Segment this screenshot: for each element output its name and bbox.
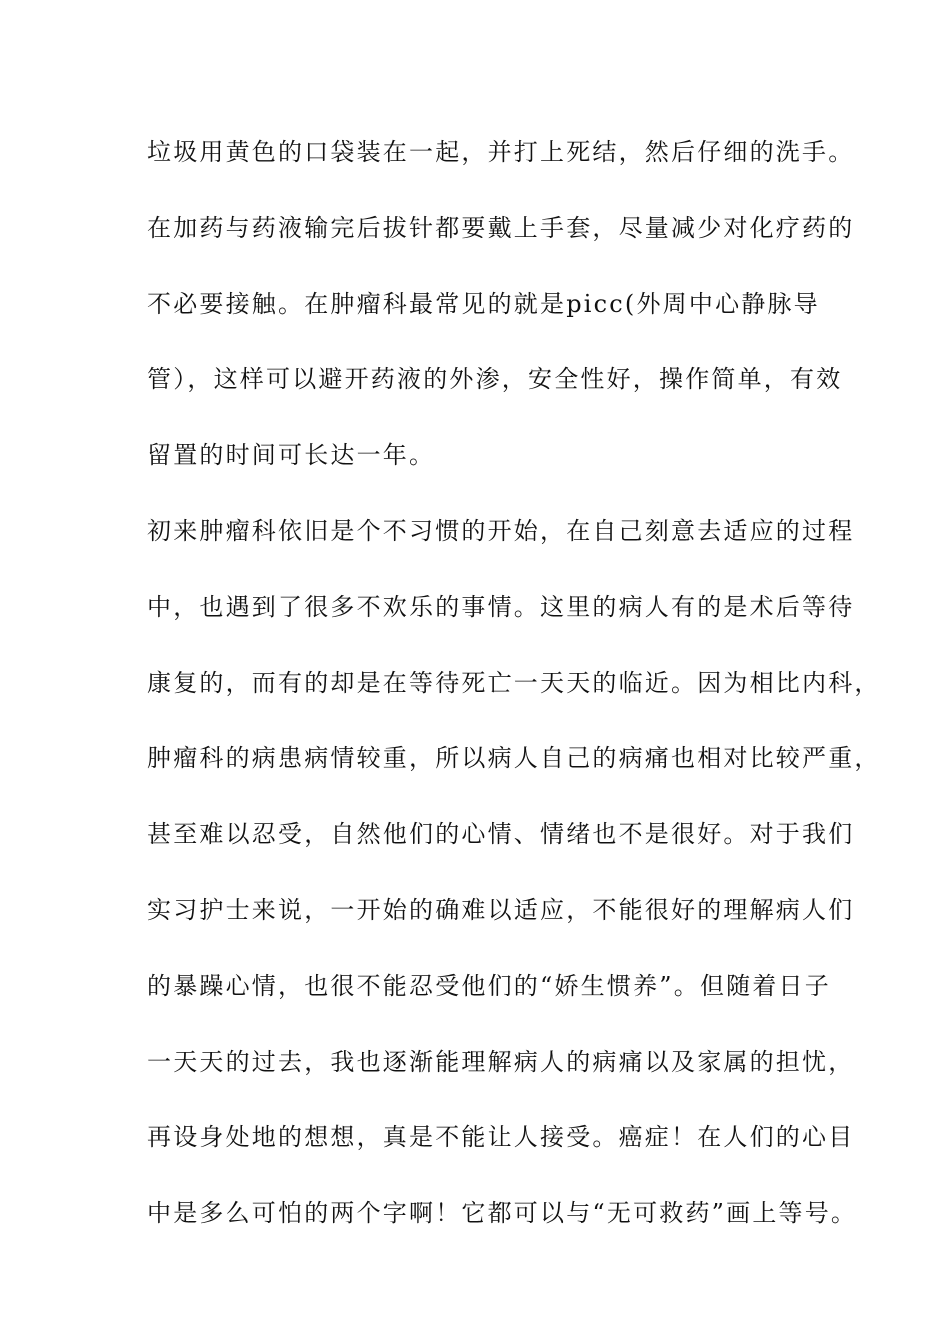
text-line: 康复的，而有的却是在等待死亡一天天的临近。因为相比内科， [147,668,881,697]
text-line: 肿瘤科的病患病情较重，所以病人自己的病痛也相对比较严重， [147,744,881,773]
text-line: 管），这样可以避开药液的外渗，安全性好，操作简单，有效 [147,365,843,394]
text-line: 的暴躁心情，也很不能忍受他们的“娇生惯养”。但随着日子 [147,971,831,1000]
text-line: 中，也遇到了很多不欢乐的事情。这里的病人有的是术后等待 [147,592,855,621]
text-line: 在加药与药液输完后拔针都要戴上手套，尽量减少对化疗药的 [147,213,855,242]
text-line: 再设身处地的想想，真是不能让人接受。癌症！在人们的心目 [147,1123,855,1152]
text-line: 初来肿瘤科依旧是个不习惯的开始，在自己刻意去适应的过程 [147,516,855,545]
text-line: 垃圾用黄色的口袋装在一起，并打上死结，然后仔细的洗手。 [147,138,855,166]
text-line: 实习护士来说，一开始的确难以适应，不能很好的理解病人们 [147,895,855,924]
text-line: 留置的时间可长达一年。 [147,441,436,470]
text-line: 甚至难以忍受，自然他们的心情、情绪也不是很好。对于我们 [147,820,855,849]
text-line: 一天天的过去，我也逐渐能理解病人的病痛以及家属的担忧， [147,1047,855,1076]
body-text [147,131,881,1268]
text-line: 中是多么可怕的两个字啊！它都可以与“无可救药”画上等号。 [147,1199,858,1228]
text-line: 不必要接触。在肿瘤科最常见的就是picc(外周中心静脉导 [147,289,820,318]
